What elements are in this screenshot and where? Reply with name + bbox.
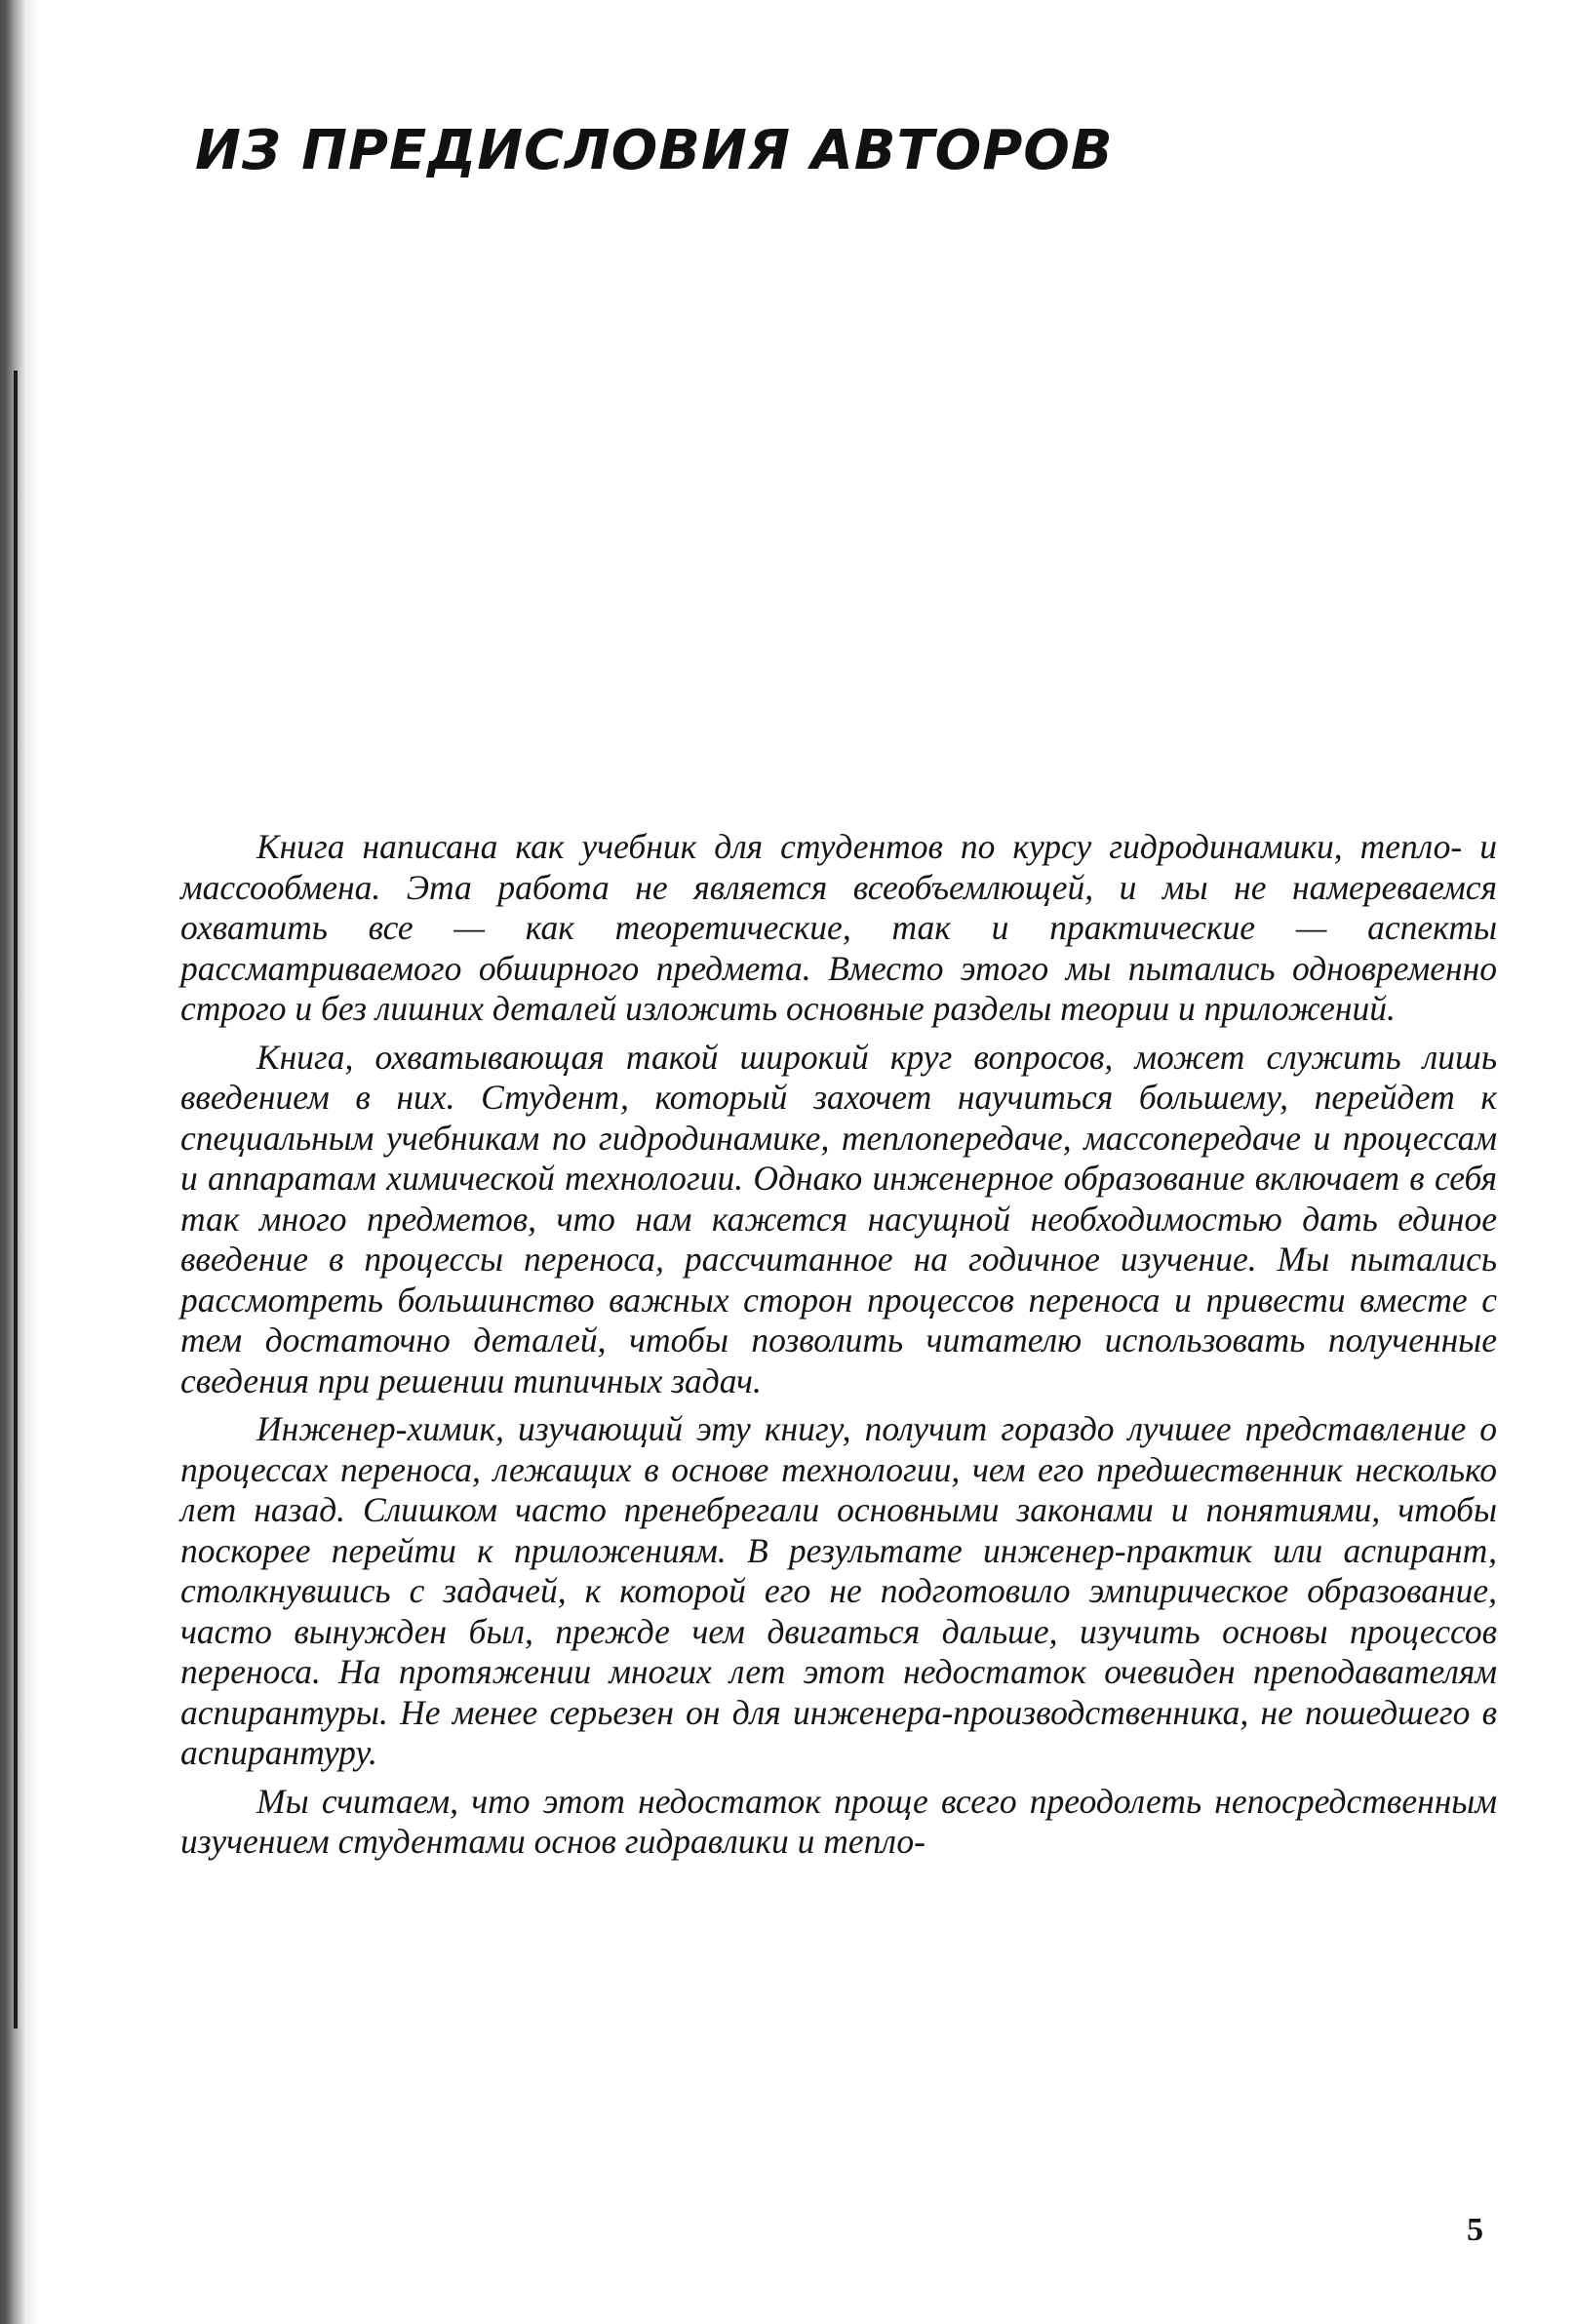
paragraph: Инженер-химик, изучающий эту книгу, получит гораздо лучшее представление о процессах переноса, лежащих в основе технологии, чем его предшественник несколько лет назад. Слишком часто пренебрегали основными законами и понятиями, чтобы поскорее перейти к приложениям. В результате инженер-практик или аспирант, столкнувшись с задачей, к которой его не подготовило эмпирическое образование, часто вынужден был, прежде чем двигаться дальше, изучить основы процессов переноса. На протяжении многих лет этот недостаток очевиден преподавателям аспирантуры. Не менее серьезен он для инженера-производственника, не пошедшего в аспирантуру. <box>180 1409 1497 1772</box>
page-title: ИЗ ПРЕДИСЛОВИЯ АВТОРОВ <box>195 119 1114 182</box>
paragraph: Книга, охватывающая такой широкий круг вопросов, может служить лишь введением в них. Студент, который захочет научиться большему, перейдет к специальным учебникам по гидродинамике, теплопередаче, массопередаче и процессам и аппаратам химической технологии. Однако инженерное образование включает в себя так много предметов, что нам кажется насущной необходимостью дать единое введение в процессы переноса, рассчитанное на годичное изучение. Мы пытались рассмотреть большинство важных сторон процессов переноса и привести вместе с тем достаточно деталей, чтобы позволить читателю использовать полученные сведения при решении типичных задач. <box>180 1037 1497 1400</box>
page-number: 5 <box>1467 2212 1483 2248</box>
preface-body <box>180 827 1497 1863</box>
scan-binding-shadow <box>14 371 18 2029</box>
paragraph: Книга написана как учебник для студентов по курсу гидродинамики, тепло- и массообмена. Эта работа не является всеобъемлющей, и мы не намереваемся охватить все — как теоретические, так и практические — аспекты рассматриваемого обширного предмета. Вместо этого мы пытались одновременно строго и без лишних деталей изложить основные разделы теории и приложений. <box>180 827 1497 1028</box>
scan-binding-edge <box>0 0 39 2324</box>
paragraph: Мы считаем, что этот недостаток проще всего преодолеть непосредственным изучением студентами основ гидравлики и тепло- <box>180 1781 1497 1861</box>
